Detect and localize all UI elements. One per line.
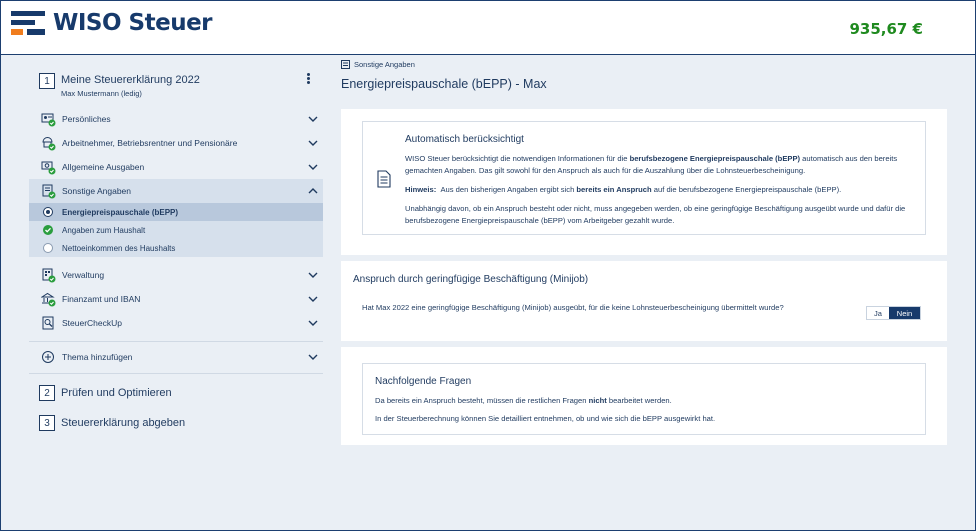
next-questions-box — [362, 363, 926, 435]
text-fragment: auf die berufsbezogene Energiepreispauschale (bEPP). — [651, 185, 842, 194]
sidebar-item-label: Allgemeine Ausgaben — [62, 162, 145, 172]
worker-icon — [41, 136, 56, 151]
text-fragment: automatisch aus den bereits gemachten Angaben. Das gilt sowohl für den Anspruch als auch für die Auszahlung über die Lohnsteuerbescheinigung. — [405, 154, 898, 175]
completed-check-icon — [43, 225, 53, 235]
section-title: Nachfolgende Fragen — [375, 376, 472, 387]
text-fragment: bearbeitet werden. — [606, 396, 672, 405]
sidebar-item-persoenliches[interactable] — [29, 107, 323, 131]
sidebar-item-label: Finanzamt und IBAN — [62, 294, 141, 304]
refund-amount[interactable]: 935,67 € — [849, 20, 923, 38]
sidebar-item-sonstige-angaben[interactable] — [29, 179, 323, 203]
sidebar-subitem-haushalt[interactable] — [29, 221, 323, 239]
auto-considered-box — [362, 121, 926, 235]
sidebar-subitem-label: Nettoeinkommen des Haushalts — [62, 243, 176, 253]
sidebar-item-steuercheckup[interactable] — [29, 311, 323, 335]
open-step-radio-icon — [43, 243, 53, 253]
next-paragraph-1 — [375, 395, 915, 407]
bold-fragment: berufsbezogene Energiepreispauschale (bEPP) — [629, 154, 801, 163]
text-fragment: WISO Steuer berücksichtigt die notwendigen Informationen für die — [405, 154, 630, 163]
chevron-down-icon — [307, 161, 319, 173]
text-fragment: Da bereits ein Anspruch besteht, müssen die restlichen Fragen — [375, 396, 589, 405]
app-logo-text: WISO Steuer — [53, 10, 213, 36]
sidebar-item-arbeitnehmer[interactable] — [29, 131, 323, 155]
sidebar-item-allgemeine-ausgaben[interactable] — [29, 155, 323, 179]
chevron-down-icon — [307, 317, 319, 329]
page-title: Energiepreispauschale (bEPP) - Max — [341, 77, 547, 91]
step-1-header[interactable] — [29, 73, 323, 98]
chevron-down-icon — [307, 293, 319, 305]
minijob-card — [341, 261, 947, 341]
breadcrumb[interactable] — [341, 60, 415, 69]
chevron-up-icon — [307, 185, 319, 197]
auto-considered-card — [341, 109, 947, 255]
section-title: Automatisch berücksichtigt — [405, 134, 524, 145]
sidebar-item-finanzamt[interactable] — [29, 287, 323, 311]
next-paragraph-2: In der Steuerberechnung können Sie detailliert entnehmen, ob und wie sich die bEPP ausgewirkt hat. — [375, 414, 716, 423]
sidebar-subitem-label: Energiepreispauschale (bEPP) — [62, 207, 179, 217]
misc-doc-icon — [341, 60, 350, 69]
person-card-icon — [41, 112, 56, 127]
yes-button[interactable]: Ja — [874, 308, 882, 318]
text-fragment: Aus den bisherigen Angaben ergibt sich — [440, 185, 577, 194]
sidebar-navigation — [29, 65, 323, 445]
hint-paragraph — [405, 184, 915, 196]
next-questions-card — [341, 347, 947, 445]
minijob-question: Hat Max 2022 eine geringfügige Beschäftigung (Minijob) ausgeübt, für die keine Lohnsteuerbescheinigung übermittelt wurde? — [362, 303, 784, 312]
taxpayer-name: Max Mustermann (ledig) — [61, 89, 142, 98]
document-icon — [376, 170, 392, 188]
auto-paragraph-1 — [405, 153, 915, 177]
step-number: 3 — [39, 415, 55, 431]
yes-no-toggle[interactable] — [866, 306, 921, 320]
hint-label: Hinweis: — [405, 185, 437, 194]
step-3-header[interactable] — [29, 415, 323, 431]
expenses-icon — [41, 160, 56, 175]
step-title: Meine Steuererklärung 2022 — [61, 74, 200, 86]
app-header — [1, 1, 975, 55]
sidebar-divider — [29, 373, 323, 374]
no-button[interactable]: Nein — [889, 307, 920, 319]
breadcrumb-label: Sonstige Angaben — [354, 60, 415, 69]
add-topic-label: Thema hinzufügen — [62, 352, 133, 362]
bold-fragment: nicht — [588, 396, 607, 405]
sidebar-item-verwaltung[interactable] — [29, 263, 323, 287]
bold-fragment: bereits ein Anspruch — [576, 185, 652, 194]
chevron-down-icon — [307, 269, 319, 281]
step-number: 1 — [39, 73, 55, 89]
plus-circle-icon — [41, 350, 56, 365]
misc-doc-icon — [41, 184, 56, 199]
bank-icon — [41, 292, 56, 307]
chevron-down-icon — [307, 113, 319, 125]
step-title: Steuererklärung abgeben — [61, 417, 186, 429]
chevron-down-icon — [307, 351, 319, 363]
auto-paragraph-3: Unabhängig davon, ob ein Anspruch besteht oder nicht, muss angegeben werden, ob eine geringfügige Beschäftigung ausgeübt wurde und dafür die berufsbezogene Energiepreispauschale (bEPP) vom Arbeitgeber gezahlt wurde. — [405, 204, 906, 225]
add-topic-button[interactable] — [29, 345, 323, 369]
sidebar-item-label: Arbeitnehmer, Betriebsrentner und Pensionäre — [62, 138, 238, 148]
more-options-icon[interactable] — [307, 73, 311, 85]
wiso-logo-icon — [11, 11, 47, 41]
sidebar-item-label: Persönliches — [62, 114, 111, 124]
current-step-radio-icon — [43, 207, 53, 217]
building-icon — [41, 268, 56, 283]
sidebar-item-label: Sonstige Angaben — [62, 186, 132, 196]
magnifier-doc-icon — [41, 316, 56, 331]
step-number: 2 — [39, 385, 55, 401]
sidebar-subitem-bepp[interactable] — [29, 203, 323, 221]
sidebar-item-label: Verwaltung — [62, 270, 105, 280]
step-2-header[interactable] — [29, 385, 323, 401]
chevron-down-icon — [307, 137, 319, 149]
section-title: Anspruch durch geringfügige Beschäftigung (Minijob) — [353, 274, 589, 285]
sidebar-subitem-nettoeinkommen[interactable] — [29, 239, 323, 257]
step-title: Prüfen und Optimieren — [61, 387, 172, 399]
sidebar-item-label: SteuerCheckUp — [62, 318, 123, 328]
sidebar-subitem-label: Angaben zum Haushalt — [62, 225, 146, 235]
sidebar-divider — [29, 341, 323, 342]
